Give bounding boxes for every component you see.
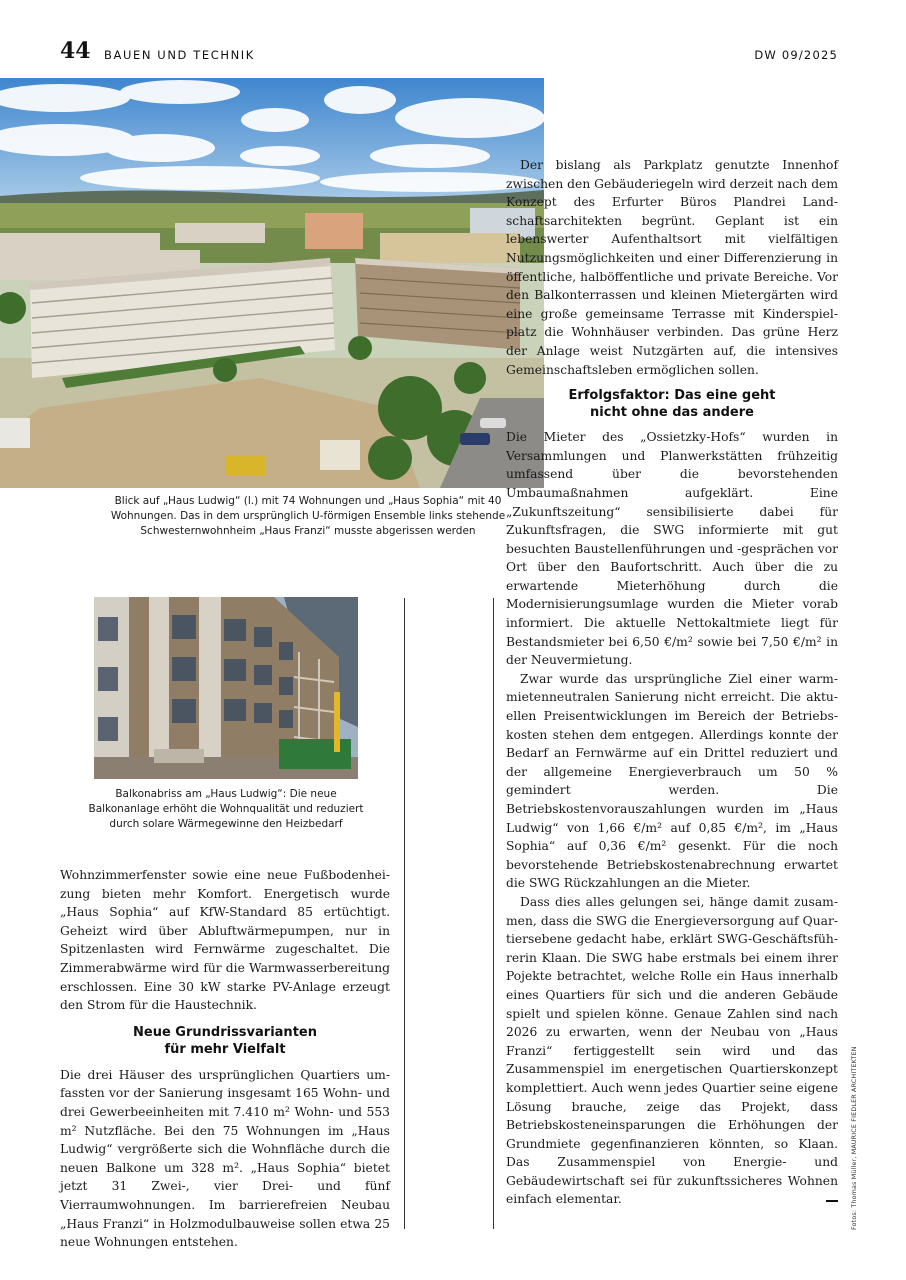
section-title: BAUEN UND TECHNIK [104, 48, 255, 62]
left-subheading-line-1: Neue Grundrissvarianten [133, 1024, 317, 1040]
page-number: 44 [60, 38, 91, 64]
right-paragraph-3: Zwar wurde das ursprüngliche Ziel einer warmmietenneutralen Sanierung nicht erreicht. Die aktuellen Preisentwicklungen im Bereich der Betriebskosten stehen dem entgegen. Allerdings konnte der Bedarf an Fernwärme auf ein Drittel reduziert und der allgemeine Energieverbrauch um 50 % gemindert werden. Die Betriebskostenvorauszahlungen wurden im „Haus Ludwig“ von 1,66 €/m² auf 0,85 €/m², im „Haus Sophia“ auf 0,36 €/m² gesenkt. Für die noch bevorstehende Betriebskostenabrechnung erwartet die SWG Rückzahlungen an die Mieter. [506, 671, 838, 891]
left-subheading-line-2: für mehr Vielfalt [164, 1041, 286, 1057]
top-photo-caption: Blick auf „Haus Ludwig“ (l.) mit 74 Wohnungen und „Haus Sophia“ mit 40 Wohnungen. Das in dem ursprünglich U-förmigen Ensemble links stehende Schwesternwohnheim „Haus Franzi“ musste abgerissen werden [110, 495, 506, 537]
left-paragraph-2: Die drei Häuser des ursprünglichen Quartiers umfassten vor der Sanierung insgesamt 165 Wohn- und drei Gewerbeeinheiten mit 7.410 m² Wohn- und 553 m² Nutzfläche. Bei den 75 Wohnungen im „Haus Ludwig“ vergrößerte sich die Wohnfläche durch die neuen Balkone um 328 m². „Haus Sophia“ bietet jetzt 31 Zwei-, vier Drei- und fünf Vierraumwohnungen. Im barrierefreien Neubau „Haus Franzi“ in Holzmodulbauweise sollen etwa 25 neue Wohnungen entstehen. [60, 1067, 390, 1250]
issue-label: DW 09/2025 [754, 48, 838, 62]
aerial-building-photo [0, 78, 544, 488]
right-paragraph-1: Der bislang als Parkplatz genutzte Innenhof zwischen den Gebäuderiegeln wird derzeit nach dem Konzept des Erfurter Büros Plandrei Landschaftsarchitekten begrünt. Geplant ist ein lebenswerter Aufenthaltsort mit vielfältigen Nutzungsmöglichkeiten und einer Differenzierung in öffentliche, halböffentliche und private Bereiche. Vor den Balkonterrassen und kleinen Mietergärten wird eine große gemeinsame Terrasse mit Kinderspielplatz die Wohnhäuser verbinden. Das grüne Herz der Anlage weist Nutzgärten auf, die intensives Gemeinschaftsleben ermöglichen sollen. [506, 158, 838, 377]
balcony-photo-illustration [94, 597, 358, 779]
right-subheading-line-2: nicht ohne das andere [590, 405, 754, 421]
photo-credit: Fotos: Thomas Müller, MAURICE FIEDLER ARCHITEKTEN [851, 1046, 858, 1230]
article-end-mark [826, 1200, 838, 1202]
page-header [60, 38, 838, 68]
right-subheading-line-1: Erfolgsfaktor: Das eine geht [568, 388, 776, 404]
balcony-photo-caption: Balkonabriss am „Haus Ludwig“: Die neue Balkonanlage erhöht die Wohnqualität und reduziert durch solare Wärmegewinne den Heizbedarf [88, 788, 364, 830]
aerial-photo-illustration [0, 78, 544, 488]
balcony-demolition-photo [94, 597, 358, 779]
right-paragraph-2: Die Mieter des „Ossietzky-Hofs“ wurden in Versammlungen und Planwerkstätten frühzeitig umfassend über die bevorstehenden Umbaumaßnahmen aufgeklärt. Eine „Zukunftszeitung“ sensibilisierte dabei für Zukunftsfragen, die SWG informierte mit gut besuchten Baustellenführungen und -gesprächen vor Ort über den Baufortschritt. Auch über die zu erwartende Mieterhöhung durch die Modernisierungsumlage wurden die Mieter vorab informiert. Die aktuelle Nettokaltmiete liegt für Bestandsmieter bei 6,50 €/m² sowie bei 7,50 €/m² in der Neuvermietung. [506, 430, 838, 668]
right-column [506, 156, 838, 1209]
left-paragraph-1: Wohnzimmerfenster sowie eine neue Fußbodenheizung bieten mehr Komfort. Energetisch wurde „Haus Sophia“ auf KfW-Standard 85 ertüchtigt. Geheizt wird über Abluftwärmepumpen, nur in Spitzenlasten wird Fernwärme zugeschaltet. Die Zimmerabwärme wird für die Warmwasserbereitung erschlossen. Eine 30 kW starke PV-Anlage erzeugt den Strom für die Haustechnik. [60, 868, 390, 1013]
right-paragraph-4 [506, 893, 838, 1209]
left-column [60, 866, 390, 1252]
column-rule-left [404, 598, 405, 1229]
right-subheading [506, 387, 838, 421]
right-paragraph-4-text: Dass dies alles gelungen sei, hänge damit zusammen, dass die SWG die Energieversorgung auf Quartiersebene gedacht habe, erklärt SWG-Geschäftsführerin Klaan. Die SWG habe erstmals bei einem ihrer Pojekte betrachtet, welche Rolle ein Haus innerhalb eines Quartiers für sich und die anderen Gebäude spielt und spielen könne. Genaue Zahlen sind nach 2026 zu erwarten, wenn der Neubau von „Haus Franzi“ fertiggestellt sein wird und das Zusammenspiel im energetischen Quartierskonzept komplettiert. Auch wenn jedes Quartier seine eigene Lösung brauche, zeige das Projekt, dass Betriebskosteneinsparungen die Erhöhungen der Grundmiete gegenfinanzieren könnten, so Klaan. Das Zusammenspiel von Energie- und Gebäudewirtschaft sei für zukunftssicheres Wohnen einfach elementar. [506, 894, 838, 1207]
left-subheading [60, 1024, 390, 1058]
column-rule-right [493, 598, 494, 1229]
